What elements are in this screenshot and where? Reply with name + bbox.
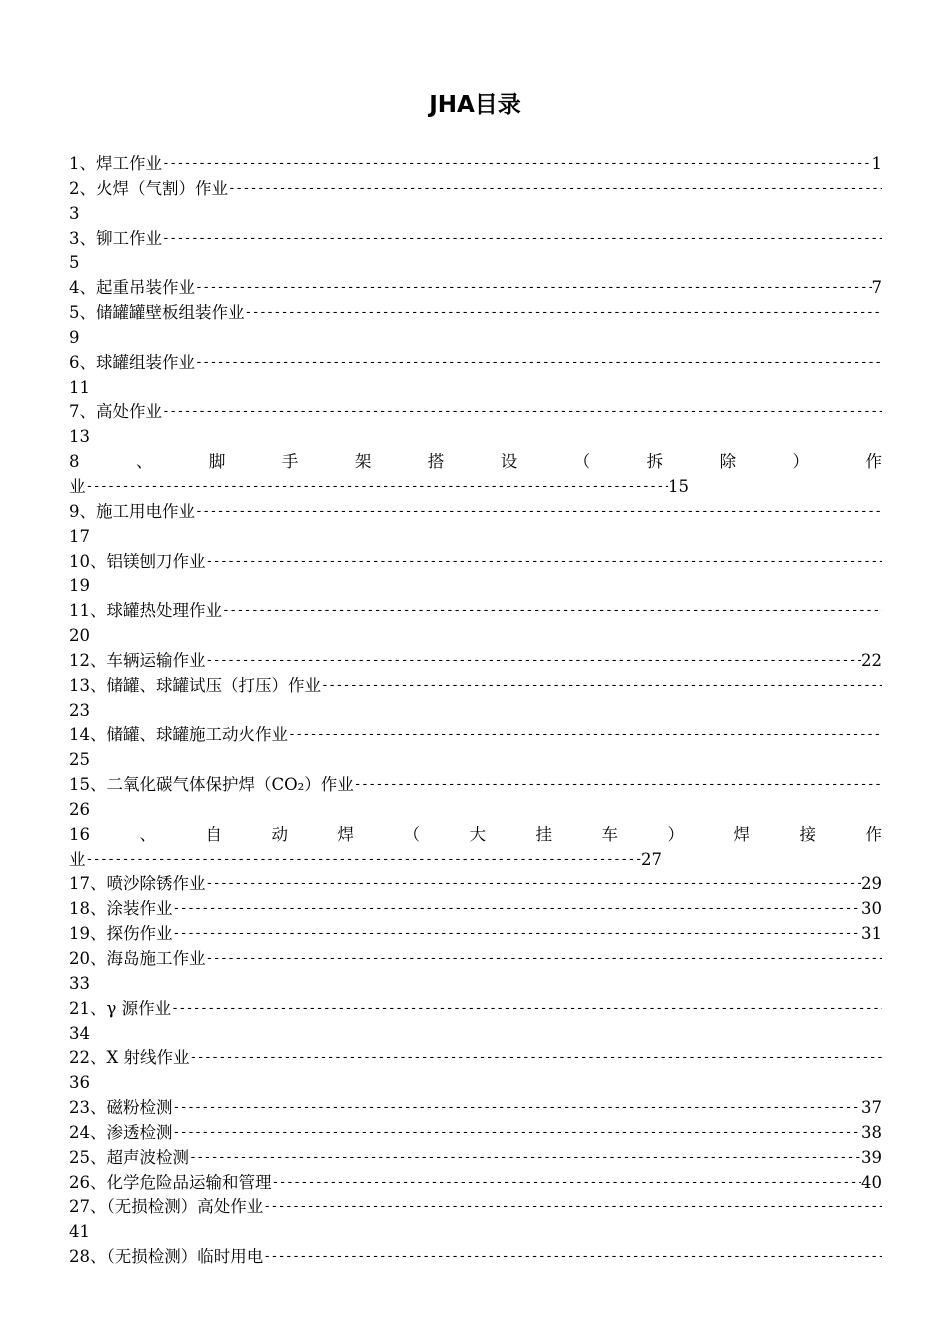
toc-entry-title: 2、火焊（气割）作业 xyxy=(69,178,228,198)
toc-entry-char: 挂 xyxy=(535,824,552,844)
dot-leader xyxy=(162,227,882,252)
dot-leader xyxy=(86,848,642,873)
toc-entry xyxy=(69,1046,882,1071)
toc-entry-title: 15、二氧化碳气体保护焊（CO₂）作业 xyxy=(69,775,354,795)
toc-entry-page-line xyxy=(69,699,882,724)
toc-entry-page-line xyxy=(69,202,882,227)
toc-entry-page: 13 xyxy=(69,427,90,447)
toc-entry-page-line xyxy=(69,798,882,823)
toc-entry-char: 焊 xyxy=(733,824,750,844)
toc-entry-char: （ xyxy=(573,452,591,472)
dot-leader xyxy=(206,947,883,972)
toc-entry-page-line xyxy=(69,1220,882,1245)
dot-leader xyxy=(173,1096,862,1121)
toc-entry-page-line xyxy=(69,251,882,276)
toc-entry-title: 3、铆工作业 xyxy=(69,228,162,248)
toc-entry-title: 12、车辆运输作业 xyxy=(69,650,206,670)
toc-entry xyxy=(69,1171,882,1196)
dot-leader xyxy=(195,500,882,525)
toc-entry-page-line xyxy=(69,326,882,351)
toc-entry-char: 搭 xyxy=(427,452,445,472)
toc-entry-title: 4、起重吊装作业 xyxy=(69,278,195,298)
dot-leader xyxy=(228,177,882,202)
toc-entry-page: 34 xyxy=(69,1023,90,1043)
toc-entry-page-line xyxy=(69,624,882,649)
toc-entry-page: 38 xyxy=(861,1122,882,1142)
dot-leader xyxy=(321,674,882,699)
dot-leader xyxy=(354,773,882,798)
toc-entry-title: 21、γ 源作业 xyxy=(69,998,172,1018)
toc-entry xyxy=(69,897,882,922)
toc-entry-page-line xyxy=(69,972,882,997)
toc-entry-title: 26、化学危险品运输和管理 xyxy=(69,1172,272,1192)
dot-leader xyxy=(206,649,862,674)
toc-entry-title: 业 xyxy=(69,849,86,869)
toc-entry xyxy=(69,674,882,699)
toc-entry-char: 车 xyxy=(601,824,618,844)
dot-leader xyxy=(173,1121,862,1146)
dot-leader xyxy=(195,351,882,376)
toc-entry-char: ） xyxy=(792,452,810,472)
toc-entry-char: 拆 xyxy=(646,452,664,472)
toc-entry xyxy=(69,1096,882,1121)
toc-entry-char: 、 xyxy=(139,824,156,844)
toc-entry-title: 20、海岛施工作业 xyxy=(69,949,206,968)
toc-entry-page-line xyxy=(69,748,882,773)
toc-entry-page: 19 xyxy=(69,576,90,596)
toc-entry-page: 41 xyxy=(69,1222,90,1242)
toc-entry-char: 手 xyxy=(281,452,299,472)
toc-entry-page: 23 xyxy=(69,700,90,720)
toc-entry-page: 11 xyxy=(69,377,90,397)
toc-entry-page: 29 xyxy=(861,874,882,894)
dot-leader xyxy=(173,922,862,947)
toc-entry xyxy=(69,1245,882,1270)
toc-entry-page: 26 xyxy=(69,799,90,819)
dot-leader xyxy=(190,1046,883,1071)
toc-entry-page: 20 xyxy=(69,626,90,646)
toc-entry-page: 5 xyxy=(69,253,80,273)
toc-entry-char: 16 xyxy=(69,824,90,844)
dot-leader xyxy=(171,997,882,1022)
toc-entry-title: 业 xyxy=(69,476,86,496)
toc-entry xyxy=(69,152,882,177)
toc-entry-char: 脚 xyxy=(208,452,226,472)
toc-entry-page: 33 xyxy=(69,973,90,993)
toc-entry-page: 3 xyxy=(69,203,80,223)
toc-entry-title: 5、储罐罐壁板组装作业 xyxy=(69,303,245,323)
dot-leader xyxy=(263,1245,882,1270)
toc-entry xyxy=(69,177,882,202)
toc-entry-title: 14、储罐、球罐施工动火作业 xyxy=(69,725,288,745)
toc-entry xyxy=(69,500,882,525)
toc-entry xyxy=(69,872,882,897)
dot-leader xyxy=(195,276,872,301)
dot-leader xyxy=(272,1171,862,1196)
toc-entry-char: 设 xyxy=(500,452,518,472)
toc-entry xyxy=(69,400,882,425)
dot-leader xyxy=(173,897,862,922)
toc-entry-char: 动 xyxy=(271,824,288,844)
toc-entry xyxy=(69,649,882,674)
toc-entry xyxy=(69,922,882,947)
toc-entry-page: 39 xyxy=(861,1147,882,1167)
toc-entry-title: 1、焊工作业 xyxy=(69,154,162,173)
toc-entry-char: ） xyxy=(667,824,684,844)
toc-entry-char: 大 xyxy=(469,824,486,844)
toc-entry-page: 22 xyxy=(861,650,882,670)
toc-entry-title: 22、X 射线作业 xyxy=(69,1048,190,1068)
toc-entry-char: 、 xyxy=(135,452,153,472)
toc-entry-char: 焊 xyxy=(337,824,354,844)
dot-leader xyxy=(206,550,883,575)
toc-entry xyxy=(69,599,882,624)
dot-leader xyxy=(263,1195,882,1220)
toc-entry-page: 40 xyxy=(861,1172,882,1192)
toc-entry-char: 作 xyxy=(865,452,882,472)
dot-leader xyxy=(222,599,882,624)
dot-leader xyxy=(162,400,882,425)
toc-entry-page-line xyxy=(69,376,882,401)
toc-entry-title: 17、喷沙除锈作业 xyxy=(69,874,206,894)
toc-entry xyxy=(69,773,882,798)
toc-entry-char: 除 xyxy=(719,452,737,472)
toc-entry-title: 19、探伤作业 xyxy=(69,924,173,944)
toc-entry xyxy=(69,947,882,972)
toc-entry-page: 1 xyxy=(871,154,882,173)
toc-entry-page: 15 xyxy=(668,476,689,496)
toc-entry-title: 11、球罐热处理作业 xyxy=(69,601,222,621)
toc-entry-page: 37 xyxy=(861,1098,882,1118)
table-of-contents xyxy=(69,152,882,1270)
toc-entry-page-line xyxy=(69,574,882,599)
toc-entry-title: 25、超声波检测 xyxy=(69,1147,189,1167)
toc-entry xyxy=(69,1195,882,1220)
toc-entry xyxy=(69,301,882,326)
toc-entry-page: 9 xyxy=(69,327,80,347)
toc-entry-page: 31 xyxy=(861,924,882,944)
toc-entry xyxy=(69,1146,882,1171)
toc-entry-page-line xyxy=(69,1022,882,1047)
toc-entry xyxy=(69,276,882,301)
toc-entry-title: 27、（无损检测）高处作业 xyxy=(69,1197,264,1217)
toc-entry-page-line xyxy=(69,1071,882,1096)
toc-entry xyxy=(69,1121,882,1146)
toc-entry xyxy=(69,723,882,748)
toc-entry-title: 28、（无损检测）临时用电 xyxy=(69,1247,264,1267)
dot-leader xyxy=(189,1146,861,1171)
toc-entry xyxy=(69,351,882,376)
dot-leader xyxy=(206,872,862,897)
toc-entry-page: 30 xyxy=(861,899,882,919)
toc-entry-continuation xyxy=(69,848,662,873)
toc-entry-page: 27 xyxy=(641,849,662,869)
toc-entry-char: 架 xyxy=(354,452,372,472)
toc-entry-page: 7 xyxy=(871,278,882,298)
toc-entry xyxy=(69,997,882,1022)
toc-entry-title: 10、铝镁刨刀作业 xyxy=(69,551,206,571)
toc-entry xyxy=(69,550,882,575)
toc-entry-char: 接 xyxy=(799,824,816,844)
dot-leader xyxy=(162,152,872,177)
toc-entry-continuation xyxy=(69,475,689,500)
toc-entry-justified xyxy=(69,823,882,848)
toc-entry-page: 17 xyxy=(69,526,90,546)
toc-entry-char: 自 xyxy=(205,824,222,844)
document-title: JHA目录 xyxy=(429,92,521,118)
toc-entry-title: 24、渗透检测 xyxy=(69,1122,173,1142)
toc-entry-title: 9、施工用电作业 xyxy=(69,501,195,521)
toc-entry-page-line xyxy=(69,525,882,550)
dot-leader xyxy=(86,475,669,500)
toc-entry-title: 23、磁粉检测 xyxy=(69,1098,173,1118)
toc-entry-char: 作 xyxy=(865,824,882,844)
toc-entry-title: 6、球罐组装作业 xyxy=(69,352,195,372)
toc-entry-char: （ xyxy=(403,824,420,844)
toc-entry-page-line xyxy=(69,425,882,450)
dot-leader xyxy=(245,301,883,326)
toc-entry-title: 13、储罐、球罐试压（打压）作业 xyxy=(69,675,321,695)
toc-entry-page: 25 xyxy=(69,750,90,770)
toc-entry-title: 7、高处作业 xyxy=(69,402,162,422)
toc-entry-page: 36 xyxy=(69,1073,90,1093)
toc-entry-char: 8 xyxy=(69,452,80,472)
dot-leader xyxy=(288,723,882,748)
toc-entry xyxy=(69,227,882,252)
toc-entry-title: 18、涂装作业 xyxy=(69,899,173,919)
toc-entry-justified xyxy=(69,450,882,475)
